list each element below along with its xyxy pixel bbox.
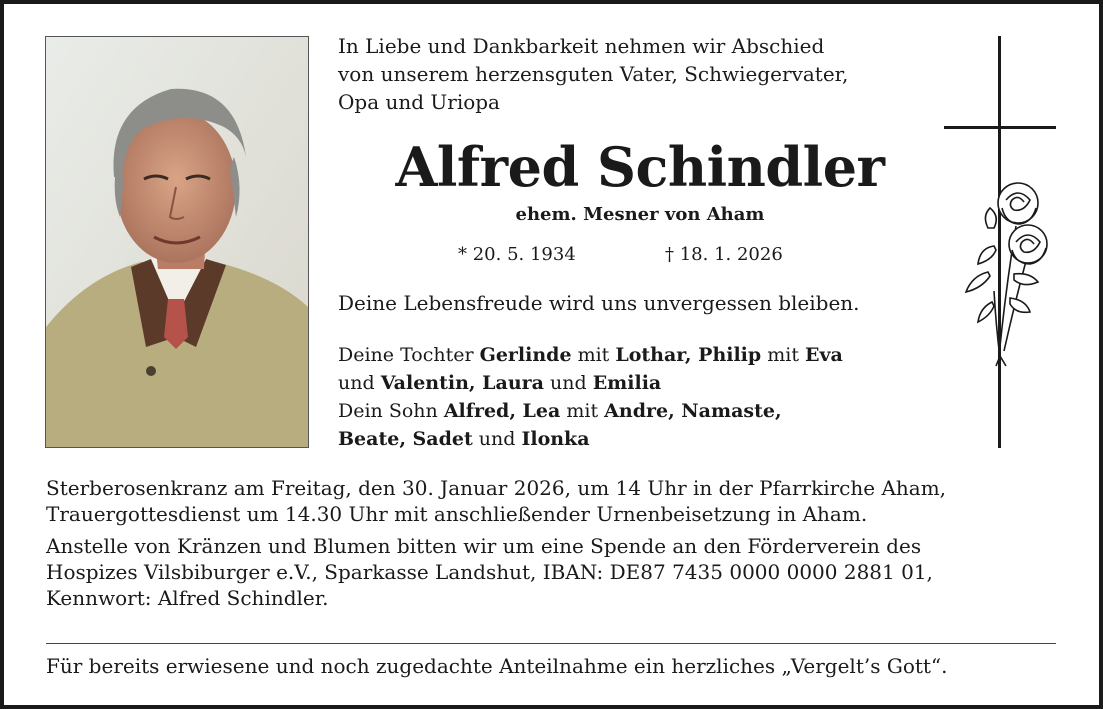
family-connector: mit bbox=[761, 344, 806, 366]
intro-line: In Liebe und Dankbarkeit nehmen wir Abschied bbox=[338, 34, 825, 58]
family-connector: mit bbox=[571, 344, 616, 366]
family-line bbox=[338, 369, 948, 397]
family-member-name: Emilia bbox=[592, 372, 662, 394]
family-member-name: Ilonka bbox=[521, 428, 590, 450]
family-connector: mit bbox=[560, 400, 605, 422]
family-connector: Deine Tochter bbox=[338, 344, 480, 366]
donation-line: Anstelle von Kränzen und Blumen bitten wir um eine Spende an den Förderverein des bbox=[46, 534, 922, 558]
divider bbox=[46, 643, 1056, 644]
family-member-name: Alfred, Lea bbox=[443, 400, 561, 422]
rosary-line: Trauergottesdienst um 14.30 Uhr mit anschließender Urnenbeisetzung in Aham. bbox=[46, 502, 868, 526]
family-connector: und bbox=[472, 428, 522, 450]
deceased-name: Alfred Schindler bbox=[395, 135, 885, 199]
thanks-text: Für bereits erwiesene und noch zugedachte Anteilnahme ein herzliches „Vergelt’s Gott“. bbox=[46, 654, 948, 678]
family-connector: und bbox=[338, 372, 381, 394]
family-member-name: Valentin, Laura bbox=[380, 372, 544, 394]
family-member-name: Eva bbox=[805, 344, 843, 366]
family-line bbox=[338, 341, 948, 369]
intro-line: Opa und Uriopa bbox=[338, 90, 500, 114]
donation-line: Hospizes Vilsbiburger e.V., Sparkasse Landshut, IBAN: DE87 7435 0000 0000 2881 01, bbox=[46, 560, 933, 584]
donation-paragraph bbox=[46, 533, 1066, 611]
family-list bbox=[338, 341, 948, 453]
motto-text: Deine Lebensfreude wird uns unvergessen bleiben. bbox=[338, 291, 860, 315]
intro-line: von unserem herzensguten Vater, Schwiegervater, bbox=[338, 62, 849, 86]
rosary-paragraph bbox=[46, 475, 1066, 527]
intro-text bbox=[338, 32, 938, 116]
family-member-name: Andre, Namaste, bbox=[604, 400, 782, 422]
deceased-subtitle: ehem. Mesner von Aham bbox=[515, 204, 765, 225]
portrait-photo bbox=[45, 36, 309, 448]
service-details bbox=[46, 475, 1066, 617]
donation-line: Kennwort: Alfred Schindler. bbox=[46, 586, 329, 610]
family-connector: und bbox=[543, 372, 593, 394]
death-date: † 18. 1. 2026 bbox=[665, 244, 783, 265]
family-connector: Dein Sohn bbox=[338, 400, 444, 422]
family-line bbox=[338, 397, 948, 425]
family-member-name: Lothar, Philip bbox=[615, 344, 762, 366]
family-member-name: Beate, Sadet bbox=[338, 428, 473, 450]
rosary-line: Sterberosenkranz am Freitag, den 30. Januar 2026, um 14 Uhr in der Pfarrkirche Aham, bbox=[46, 476, 947, 500]
birth-date: * 20. 5. 1934 bbox=[458, 244, 576, 265]
family-line bbox=[338, 425, 948, 453]
cross-with-roses-icon bbox=[944, 36, 1059, 448]
family-member-name: Gerlinde bbox=[479, 344, 572, 366]
